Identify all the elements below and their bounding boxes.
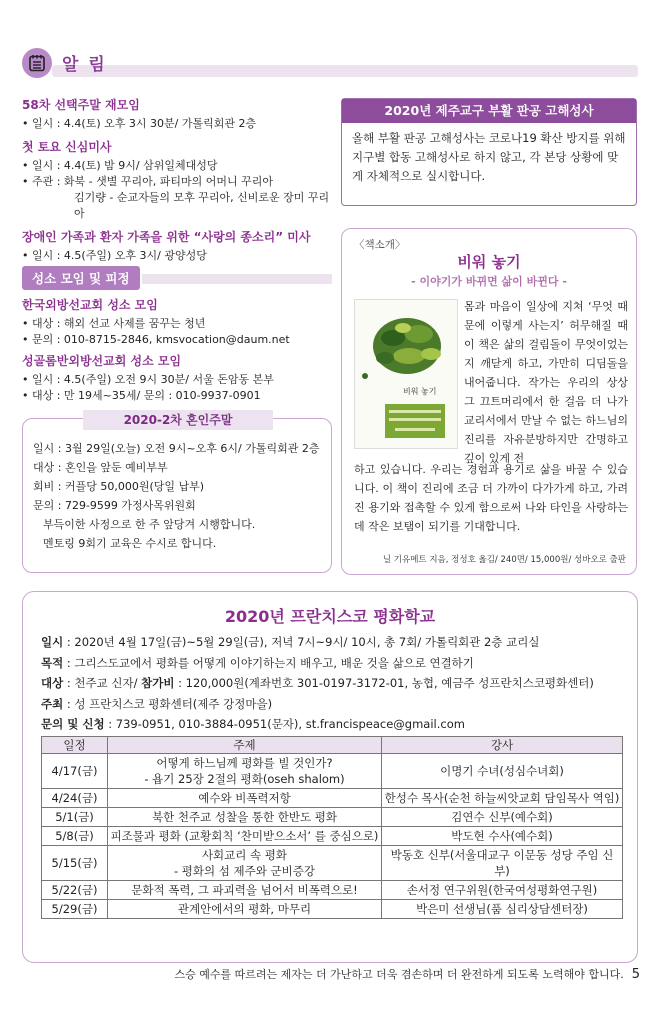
table-row <box>42 754 623 789</box>
cell-topic <box>108 846 382 881</box>
info-label: 목적 <box>41 655 64 670</box>
wedding-note: 멘토링 9회기 교육은 수시로 합니다. <box>43 537 217 550</box>
notice-2 <box>22 228 332 264</box>
peace-title: 2020년 프란치스코 평화학교 <box>224 607 436 626</box>
info-text: : 120,000원(계좌번호 301-0197-3172-01, 농협, 예금주 성프란치스코평화센터) <box>174 676 594 690</box>
info-text: : 739-0951, 010-3884-0951(문자), st.francispeace@gmail.com <box>104 717 465 731</box>
col-header-topic: 주제 <box>108 737 382 754</box>
info-label: 문의 및 신청 <box>41 717 105 731</box>
cell-speaker: 이명기 수녀(성심수녀회) <box>382 754 623 789</box>
vocation-group-0 <box>22 296 332 348</box>
notice-line: • 일시 : 4.4(토) 오후 3시 30분/ 가톨릭회관 2층 <box>22 117 257 130</box>
cell-topic: 관계안에서의 평화, 마무리 <box>108 900 382 919</box>
book-tag: 〈책소개〉 <box>354 239 406 251</box>
info-line <box>41 653 631 674</box>
page-number: 5 <box>631 967 640 982</box>
info-text: : 2020년 4월 17일(금)~5월 29일(금), 저녁 7시~9시/ 10시, 총 7회/ 가톨릭회관 2층 교리실 <box>63 635 540 649</box>
wedding-title: 2020-2차 혼인주말 <box>83 410 273 430</box>
confession-title: 2020년 제주교구 부활 판공 고해성사 <box>342 99 636 123</box>
cell-topic <box>108 754 382 789</box>
info-label: 주최 <box>41 696 64 711</box>
confession-box <box>341 98 637 206</box>
cell-date: 5/22(금) <box>42 881 108 900</box>
info-line <box>41 694 631 715</box>
wedding-body <box>33 439 323 553</box>
confession-text: 올해 부활 판공 고해성사는 코로나19 확산 방지를 위해 지구별 합동 고해성사로 하지 않고, 각 본당 상황에 맞게 자체적으로 실시합니다. <box>352 131 626 183</box>
peace-info <box>41 632 631 735</box>
cell-speaker: 손서정 연구위원(한국여성평화연구원) <box>382 881 623 900</box>
cell-speaker: 박동호 신부(서울대교구 이문동 성당 주임 신부) <box>382 846 623 881</box>
cell-speaker: 김연수 신부(예수회) <box>382 808 623 827</box>
notice-line: • 일시 : 4.5(주일) 오후 3시/ 광양성당 <box>22 249 207 262</box>
notice-title: 장애인 가족과 환자 가족을 위한 “사랑의 종소리” 미사 <box>22 230 311 244</box>
wedding-note: 부득이한 사정으로 한 주 앞당겨 시행합니다. <box>43 518 256 531</box>
book-credit: 닐 기유메트 지음, 정성호 옮김/ 240면/ 15,000원/ 성바오로 출판 <box>382 555 626 565</box>
vocation-group-1 <box>22 352 332 404</box>
info-text: : 그리스도교에서 평화를 어떻게 이야기하는지 배우고, 배운 것을 삶으로 연결하기 <box>63 655 474 670</box>
topic-line: 사회교리 속 평화 <box>201 848 288 862</box>
notice-0 <box>22 96 332 132</box>
info-text: : 천주교 신자/ <box>63 676 142 690</box>
wedding-box <box>22 413 332 573</box>
table-row <box>42 881 623 900</box>
notices <box>22 96 332 264</box>
group-line: • 문의 : 010-8715-2846, kmsvocation@daum.net <box>22 333 290 346</box>
cell-date: 5/1(금) <box>42 808 108 827</box>
cell-topic: 피조물과 평화 (교황회칙 ‘찬미받으소서’ 를 중심으로) <box>108 827 382 846</box>
cell-date: 5/15(금) <box>42 846 108 881</box>
notice-title: 첫 토요 신심미사 <box>22 140 112 154</box>
group-title: 성골롬반외방선교회 성소 모임 <box>22 354 182 368</box>
info-label: 일시 <box>41 635 64 649</box>
cell-date: 4/24(금) <box>42 789 108 808</box>
book-box <box>341 228 637 575</box>
group-title: 한국외방선교회 성소 모임 <box>22 298 158 312</box>
footer-text: 스승 예수를 따르려는 제자는 더 가난하고 더욱 겸손하며 더 완전하게 되도록 노력해야 합니다. <box>174 968 624 981</box>
book-title: 비워 놓기 <box>457 253 521 271</box>
notice-line: • 일시 : 4.4(토) 밤 9시/ 삼위일체대성당 <box>22 159 218 172</box>
table-row <box>42 900 623 919</box>
table-row <box>42 846 623 881</box>
cover-title: 비워 놓기 <box>403 387 437 396</box>
notice-line: 김기량 - 순교자들의 모후 꾸리아, 신비로운 장미 꾸리아 <box>74 191 330 220</box>
info-label: 대상 <box>41 676 64 690</box>
wedding-line: 회비 : 커플당 50,000원(당일 납부) <box>33 480 205 493</box>
cell-speaker: 박은미 선생님(품 심리상담센터장) <box>382 900 623 919</box>
group-line: • 대상 : 만 19세~35세/ 문의 : 010-9937-0901 <box>22 389 261 402</box>
info-line <box>41 632 631 653</box>
vocation-header <box>22 266 332 290</box>
cell-date: 5/29(금) <box>42 900 108 919</box>
info-line <box>41 673 631 694</box>
table-row <box>42 808 623 827</box>
notice-line: • 주관 : 화북 - 샛별 꾸리아, 파티마의 어머니 꾸리아 <box>22 175 274 188</box>
cell-date: 5/8(금) <box>42 827 108 846</box>
notepad-icon <box>22 48 52 78</box>
wedding-line: 문의 : 729-9599 가정사목위원회 <box>33 499 196 512</box>
peace-school-box <box>22 591 638 963</box>
cell-speaker: 박도현 수사(예수회) <box>382 827 623 846</box>
wedding-line: 일시 : 3월 29일(오늘) 오전 9시~오후 6시/ 가톨릭회관 2층 <box>33 442 320 455</box>
tag-stripe <box>142 274 332 284</box>
vocation-groups <box>22 296 332 404</box>
section-header <box>22 44 638 78</box>
table-header-row <box>42 737 623 754</box>
cell-topic: 예수와 비폭력저항 <box>108 789 382 808</box>
schedule-table <box>41 736 623 919</box>
group-line: • 일시 : 4.5(주일) 오전 9시 30분/ 서울 돈암동 본부 <box>22 373 274 386</box>
topic-line: - 평화의 섬 제주와 군비증강 <box>174 864 315 878</box>
info-text: : 성 프란치스코 평화센터(제주 강정마을) <box>63 696 273 711</box>
page-title: 알 림 <box>62 55 107 75</box>
cell-topic: 문화적 폭력, 그 파괴력을 넘어서 비폭력으로! <box>108 881 382 900</box>
topic-line: - 욥기 25장 2절의 평화(oseh shalom) <box>144 772 345 786</box>
wedding-line: 대상 : 혼인을 앞둔 예비부부 <box>33 461 168 474</box>
col-header-speaker: 강사 <box>382 737 623 754</box>
cell-topic: 북한 천주교 성찰을 통한 한반도 평화 <box>108 808 382 827</box>
notice-1 <box>22 138 332 222</box>
col-header-date: 일정 <box>42 737 108 754</box>
vocation-tag: 성소 모임 및 피정 <box>22 266 140 290</box>
table-row <box>42 827 623 846</box>
book-text: 몸과 마음이 일상에 지쳐 ‘무엇 때문에 이렇게 사는지’ 허무해질 때 이 책은 삶의 걸림돌이 무엇이었는지 깨닫게 하고, 가만히 디딤돌을 내어줍니다. 작가는 우리의 상상 그 끄트머리에서 한 걸음 더 나가 교리서에서 만날 수 없는 하느님의 진리를 자유분방하지만 간명하고 깊이 있게 전 <box>464 300 628 465</box>
header-bar <box>52 65 638 77</box>
cell-date: 4/17(금) <box>42 754 108 789</box>
book-text-continued: 하고 있습니다. 우리는 경험과 용기로 삶을 바꿀 수 있습니다. 이 책이 진리에 조금 더 가까이 다가가게 하고, 가려진 용기와 접촉할 수 있게 함으로써 나와 타인을 사랑하는 데 작은 보탬이 되기를 기대합니다. <box>354 463 628 533</box>
info-label: 참가비 <box>141 676 175 690</box>
cell-speaker: 한성수 목사(순천 하늘씨앗교회 담임목사 역임) <box>382 789 623 808</box>
book-cover-image <box>354 299 458 449</box>
topic-line: 어떻게 하느님께 평화를 빌 것인가? <box>156 756 333 770</box>
page-footer <box>0 966 640 982</box>
book-subtitle: - 이야기가 바뀌면 삶이 바뀐다 - <box>411 275 567 288</box>
group-line: • 대상 : 해외 선교 사제를 꿈꾸는 청년 <box>22 317 206 330</box>
info-line <box>41 714 631 735</box>
table-row <box>42 789 623 808</box>
notice-title: 58차 선택주말 재모임 <box>22 98 140 112</box>
